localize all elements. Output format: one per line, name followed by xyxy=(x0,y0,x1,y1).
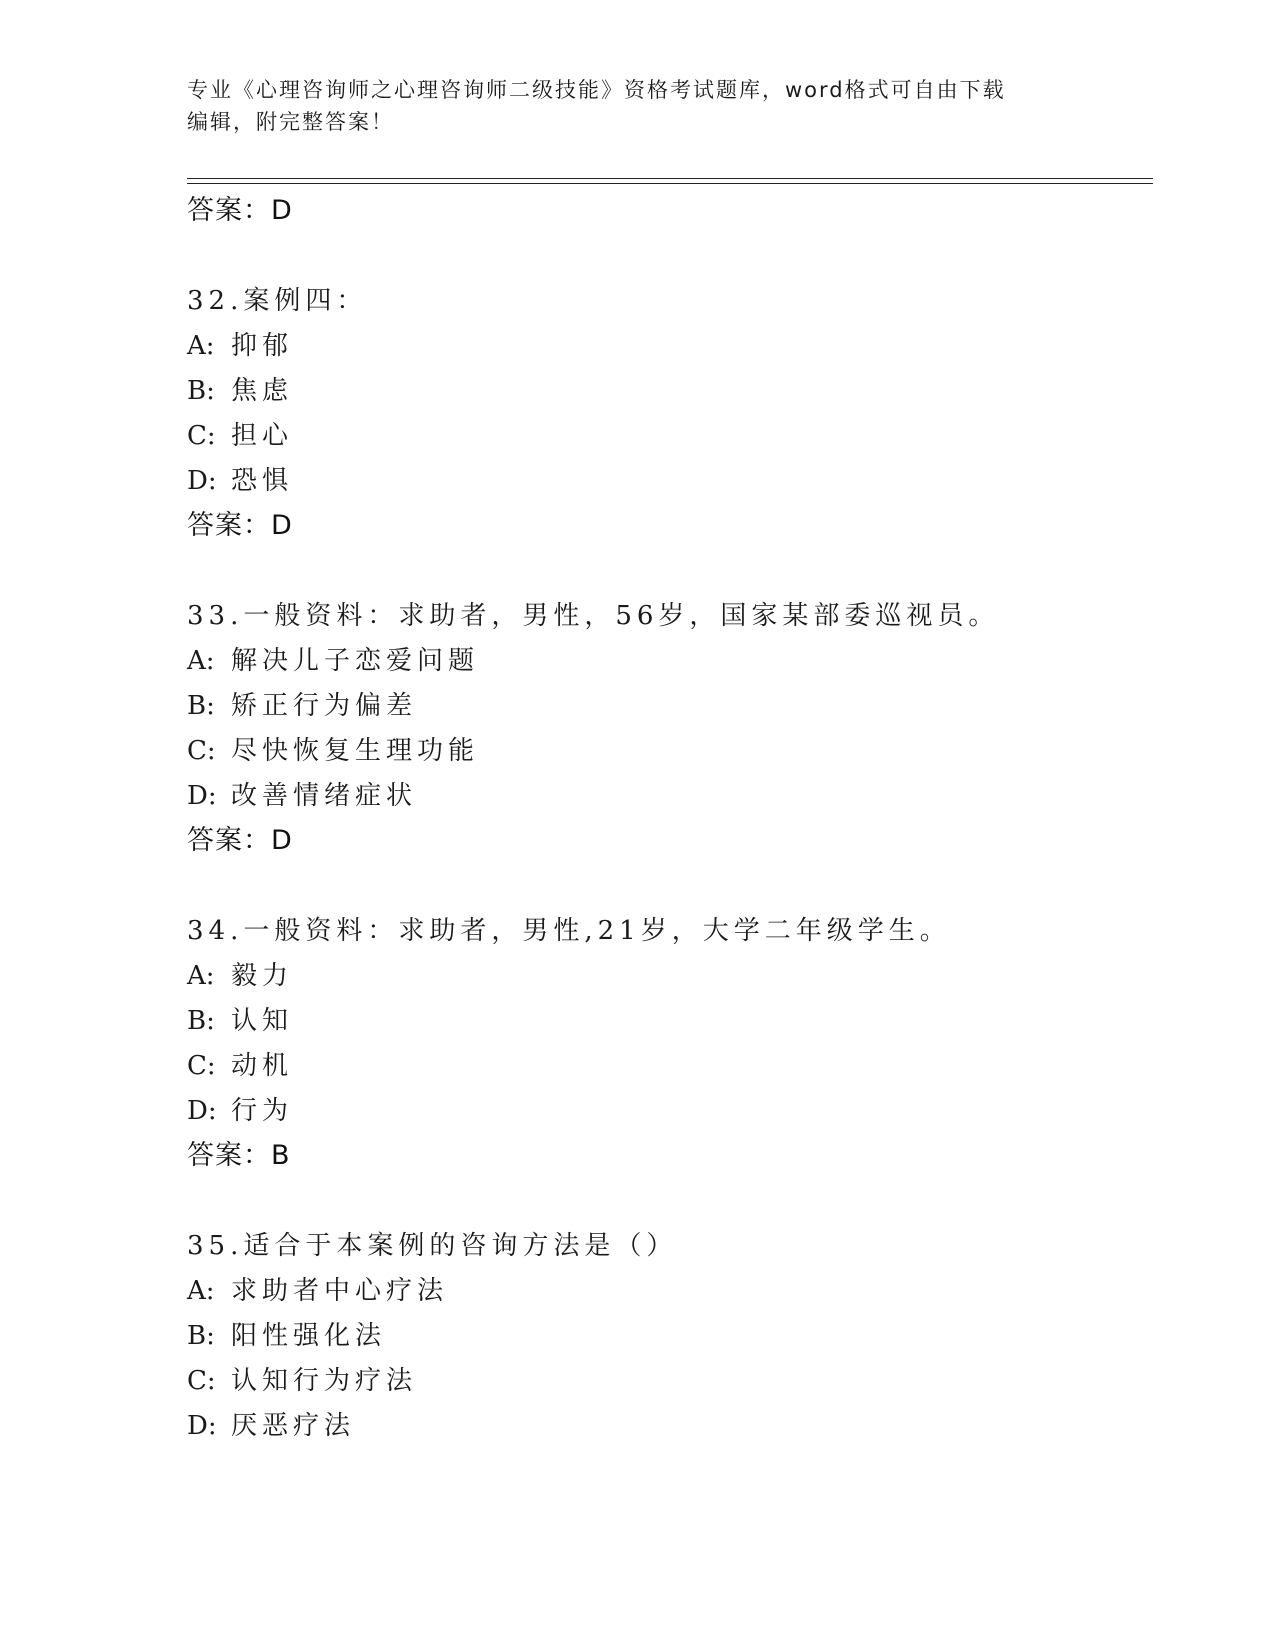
question-block xyxy=(187,1228,1147,1444)
option-c xyxy=(187,1048,1147,1084)
header-rule-bottom xyxy=(187,183,1153,184)
option-text: 认知行为疗法 xyxy=(231,1366,418,1396)
question-stem: 33.一般资料：求助者，男性，56岁，国家某部委巡视员。 xyxy=(187,601,1000,631)
header-line-2: 编辑，附完整答案！ xyxy=(187,110,394,134)
option-d xyxy=(187,778,1147,814)
option-c xyxy=(187,1363,1147,1399)
option-letter: C: xyxy=(187,1366,216,1396)
option-letter: C: xyxy=(187,421,216,451)
option-text: 恐惧 xyxy=(231,466,294,496)
question-block xyxy=(187,913,1147,1174)
question-block xyxy=(187,283,1147,544)
question-stem: 32.案例四： xyxy=(187,286,368,316)
option-a xyxy=(187,328,1147,364)
option-letter: D: xyxy=(187,466,217,496)
option-letter: A: xyxy=(187,961,215,991)
answer: 答案：D xyxy=(187,510,293,541)
option-b xyxy=(187,1003,1147,1039)
option-letter: D: xyxy=(187,1096,217,1126)
option-text: 行为 xyxy=(231,1096,294,1126)
option-letter: D: xyxy=(187,781,217,811)
option-text: 焦虑 xyxy=(231,376,294,406)
option-a xyxy=(187,643,1147,679)
option-d xyxy=(187,1093,1147,1129)
option-b xyxy=(187,688,1147,724)
option-letter: C: xyxy=(187,736,216,766)
question-block xyxy=(187,598,1147,859)
spacer xyxy=(187,229,1147,283)
option-letter: C: xyxy=(187,1051,216,1081)
option-text: 改善情绪症状 xyxy=(231,781,418,811)
option-d xyxy=(187,1408,1147,1444)
option-a xyxy=(187,958,1147,994)
answer: 答案：B xyxy=(187,1140,291,1171)
option-text: 厌恶疗法 xyxy=(231,1411,356,1441)
option-text: 抑郁 xyxy=(231,331,294,361)
option-letter: B: xyxy=(187,376,215,406)
question-stem: 35.适合于本案例的咨询方法是（） xyxy=(187,1231,678,1261)
spacer xyxy=(187,544,1147,598)
option-letter: B: xyxy=(187,691,215,721)
header-line-1: 专业《心理咨询师之心理咨询师二级技能》资格考试题库，word格式可自由下载 xyxy=(187,78,1006,102)
question-stem: 34.一般资料：求助者，男性,21岁，大学二年级学生。 xyxy=(187,916,951,946)
option-a xyxy=(187,1273,1147,1309)
option-text: 担心 xyxy=(231,421,294,451)
answer-previous: 答案：D xyxy=(187,195,293,226)
option-letter: A: xyxy=(187,331,215,361)
option-text: 尽快恢复生理功能 xyxy=(231,736,480,766)
option-text: 认知 xyxy=(231,1006,294,1036)
option-c xyxy=(187,733,1147,769)
question-list xyxy=(187,193,1147,1453)
option-letter: B: xyxy=(187,1006,215,1036)
option-letter: A: xyxy=(187,646,215,676)
option-text: 毅力 xyxy=(231,961,294,991)
spacer xyxy=(187,1174,1147,1228)
header-rule-top xyxy=(187,178,1153,179)
option-letter: B: xyxy=(187,1321,215,1351)
option-b xyxy=(187,373,1147,409)
option-text: 阳性强化法 xyxy=(231,1321,387,1351)
option-text: 动机 xyxy=(231,1051,294,1081)
option-d xyxy=(187,463,1147,499)
document-header xyxy=(187,74,1087,138)
option-letter: D: xyxy=(187,1411,217,1441)
answer: 答案：D xyxy=(187,825,293,856)
option-c xyxy=(187,418,1147,454)
option-letter: A: xyxy=(187,1276,215,1306)
spacer xyxy=(187,859,1147,913)
option-text: 解决儿子恋爱问题 xyxy=(231,646,480,676)
option-text: 矫正行为偏差 xyxy=(231,691,418,721)
option-text: 求助者中心疗法 xyxy=(231,1276,449,1306)
option-b xyxy=(187,1318,1147,1354)
